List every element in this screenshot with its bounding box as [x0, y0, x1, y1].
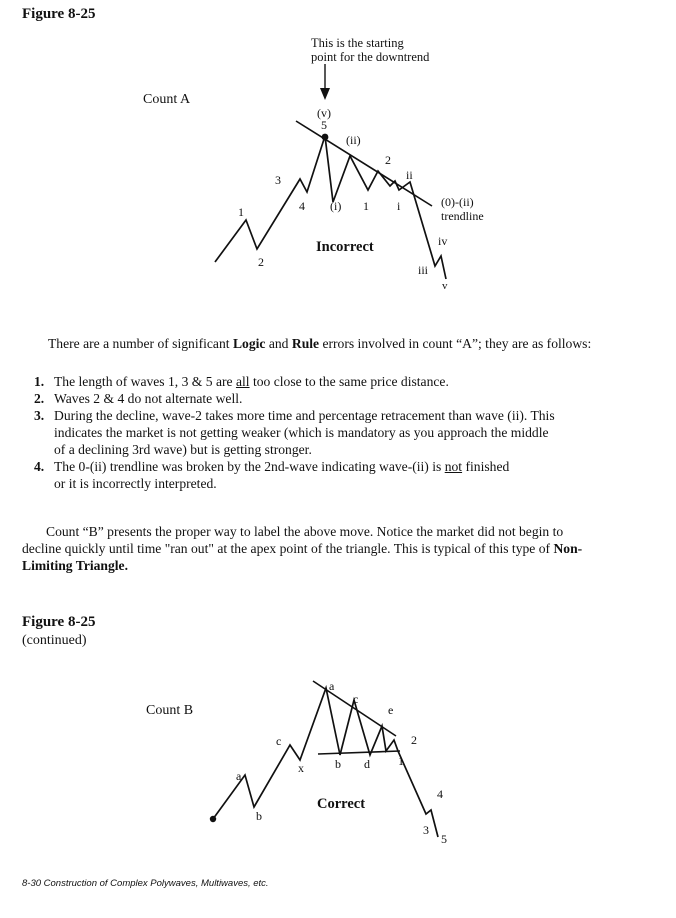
figure-b-title: Figure 8-25 — [22, 614, 96, 630]
error-item-4-underlined: not — [444, 459, 463, 474]
label-five: 5 — [441, 832, 447, 846]
label-two: 2 — [411, 733, 417, 747]
closing-bold-1: Non- — [553, 541, 583, 556]
annotation-line-1: This is the starting — [311, 36, 404, 50]
intro-rule: Rule — [291, 336, 320, 351]
error-item-3 — [34, 407, 654, 458]
count-b-label: Count B — [146, 703, 194, 718]
trendline-label — [441, 195, 484, 223]
error-item-3-line-3: of a declining 3rd wave) but is getting stronger. — [54, 442, 312, 457]
closing-bold-2: Limiting Triangle. — [22, 558, 128, 573]
label-v-small: v — [442, 280, 448, 292]
verdict-correct: Correct — [317, 796, 366, 812]
closing-line-2-text: decline quickly until time "ran out" at the apex point of the triangle. This is typical of this type of — [22, 541, 554, 556]
intro-and: and — [265, 336, 292, 351]
label-two: 2 — [385, 153, 391, 167]
intro-logic: Logic — [232, 336, 266, 351]
error-item-3-number: 3. — [34, 408, 45, 423]
annotation-arrow-head — [320, 88, 330, 100]
label-b-low: b — [256, 809, 262, 823]
error-item-4-post: finished — [462, 459, 510, 474]
figure-b-subtitle: (continued) — [22, 633, 87, 648]
error-item-4-line-2: or it is incorrectly interpreted. — [54, 476, 217, 491]
error-item-1-number: 1. — [34, 374, 45, 389]
label-c-low: c — [276, 734, 282, 748]
closing-line-1: Count “B” presents the proper way to label the above move. Notice the market did not begin to — [46, 524, 564, 539]
error-item-2-number: 2. — [34, 391, 45, 406]
wave-start-dot — [210, 816, 216, 822]
error-list — [34, 373, 654, 492]
trendline-label-line-1: (0)-(ii) — [441, 195, 474, 209]
error-item-3-line-1: During the decline, wave-2 takes more time and percentage retracement than wave (ii). This — [54, 408, 555, 423]
verdict-incorrect: Incorrect — [316, 239, 374, 255]
error-item-1 — [34, 373, 654, 390]
label-one: 1 — [398, 754, 404, 768]
annotation-starting-point — [311, 36, 429, 64]
wave-path-count-b — [213, 688, 438, 837]
count-a-label: Count A — [143, 92, 191, 107]
label-wave-5: 5 — [321, 118, 327, 132]
label-three: 3 — [423, 823, 429, 837]
closing-paragraph — [22, 523, 662, 574]
intro-paragraph — [48, 335, 658, 352]
figure-b-wave-diagram — [0, 660, 676, 860]
trendline-label-line-2: trendline — [441, 209, 484, 223]
error-item-4 — [34, 458, 654, 492]
label-wave-4: 4 — [299, 199, 305, 213]
error-item-1-post: too close to the same price distance. — [249, 374, 449, 389]
label-four: 4 — [437, 787, 443, 801]
triangle-lower-line — [318, 751, 400, 754]
error-item-4-number: 4. — [34, 459, 45, 474]
error-item-3-line-2: indicates the market is not getting weaker (which is mandatory as you approach the middle — [54, 425, 549, 440]
error-item-1-underlined: all — [235, 374, 250, 389]
label-wave-3: 3 — [275, 173, 281, 187]
label-d: d — [364, 757, 370, 771]
error-item-1-pre: The length of waves 1, 3 & 5 are — [54, 374, 236, 389]
label-x: x — [298, 761, 304, 775]
label-c: c — [353, 692, 359, 706]
label-wave-v-top: (v) — [317, 106, 331, 120]
wave-5-top-dot — [322, 134, 329, 141]
intro-pre: There are a number of significant — [48, 336, 233, 351]
label-wave-ii-paren: (ii) — [346, 133, 361, 147]
label-wave-i-paren: (i) — [330, 199, 342, 213]
error-item-2-text: Waves 2 & 4 do not alternate well. — [54, 391, 243, 406]
label-wave-1: 1 — [238, 205, 244, 219]
closing-line-2 — [22, 540, 662, 557]
annotation-line-2: point for the downtrend — [311, 50, 430, 64]
label-one: 1 — [363, 199, 369, 213]
label-a-low: a — [236, 769, 242, 783]
error-item-4-pre: The 0-(ii) trendline was broken by the 2nd-wave indicating wave-(ii) is — [54, 459, 445, 474]
label-wave-2: 2 — [258, 255, 264, 269]
figure-a-title: Figure 8-25 — [22, 6, 96, 22]
label-e: e — [388, 703, 394, 717]
figure-a-wave-diagram — [0, 30, 676, 300]
triangle-upper-line — [313, 681, 396, 736]
label-a-top: a — [329, 679, 335, 693]
label-iv: iv — [438, 234, 448, 248]
error-item-2 — [34, 390, 654, 407]
label-iii: iii — [418, 263, 429, 277]
intro-post: errors involved in count “A”; they are as follows: — [319, 336, 592, 351]
page-footer: 8-30 Construction of Complex Polywaves, Multiwaves, etc. — [22, 878, 269, 889]
label-ii-small: ii — [406, 168, 413, 182]
label-i-small: i — [397, 199, 401, 213]
label-b: b — [335, 757, 341, 771]
